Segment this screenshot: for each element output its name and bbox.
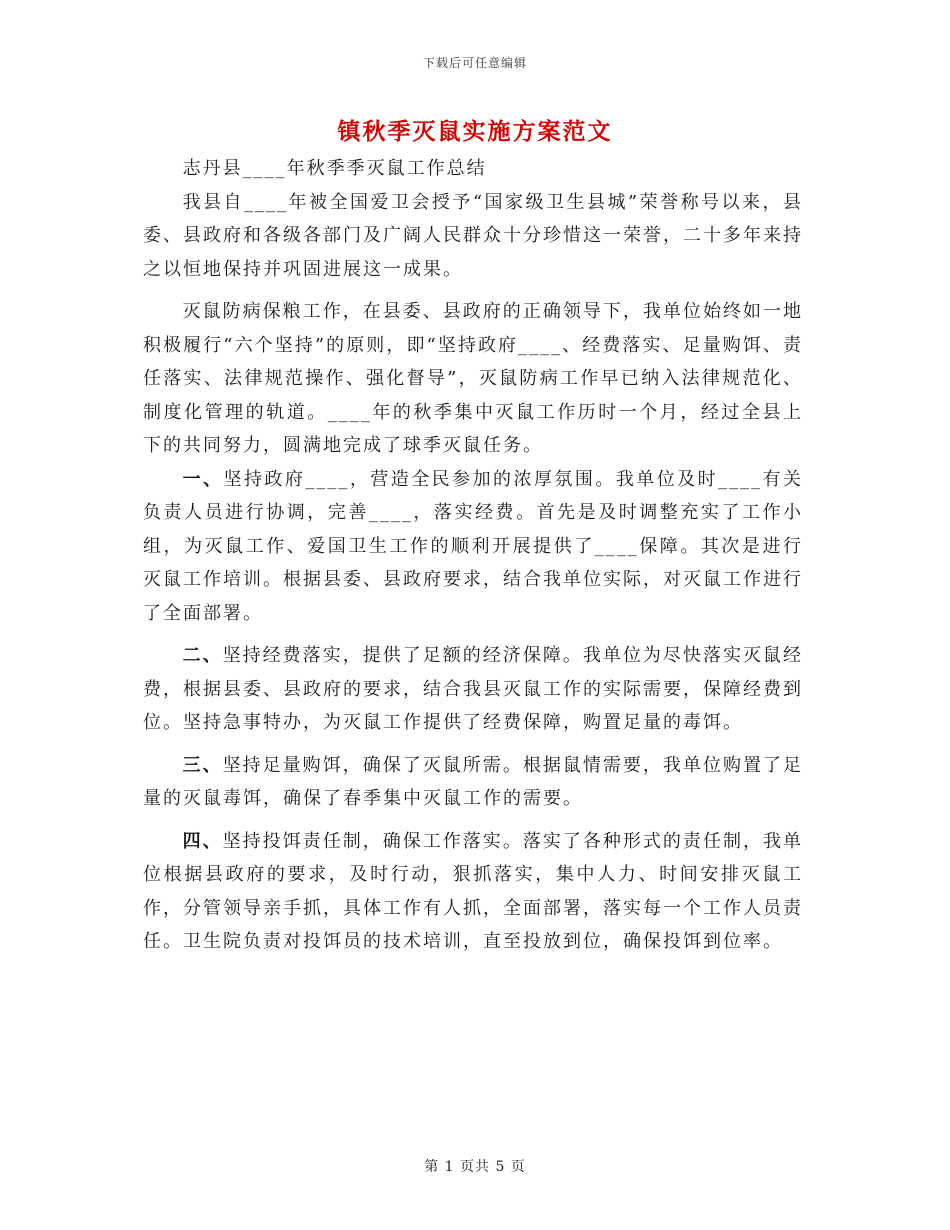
- document-body: [143, 152, 803, 959]
- header-note: 下载后可任意编辑: [422, 56, 527, 70]
- paragraph-section-4: [143, 825, 803, 959]
- section-number: 一、: [182, 468, 224, 490]
- paragraph-text: 坚持经费落实，提供了足额的经济保障。我单位为尽快落实灭鼠经费，根据县委、县政府的要求，结合我县灭鼠工作的实际需要，保障经费到位。坚持急事特办，为灭鼠工作提供了经费保障，购置足量的毒饵。: [143, 645, 804, 733]
- paragraph-text: 坚持政府____，营造全民参加的浓厚氛围。我单位及时____有关负责人员进行协调，完善____，落实经费。首先是及时调整充实了工作小组，为灭鼠工作、爱国卫生工作的顺利开展提供了____保障。其次是进行灭鼠工作培训。根据县委、县政府要求，结合我单位实际，对灭鼠工作进行了全面部署。: [143, 468, 804, 624]
- paragraph-section-3: [143, 749, 803, 816]
- paragraph-text: 我县自____年被全国爱卫会授予“国家级卫生县城”荣誉称号以来，县委、县政府和各级各部门及广阔人民群众十分珍惜这一荣誉，二十多年来持之以恒地保持并巩固进展这一成果。: [143, 191, 803, 280]
- paragraph-intro: [143, 186, 803, 287]
- paragraph-overview: [143, 295, 803, 463]
- paragraph-text: 坚持足量购饵，确保了灭鼠所需。根据鼠情需要，我单位购置了足量的灭鼠毒饵，确保了春季集中灭鼠工作的需要。: [143, 754, 804, 809]
- section-number: 二、: [182, 645, 223, 666]
- document-title: 镇秋季灭鼠实施方案范文: [337, 118, 613, 145]
- section-number: 四、: [182, 830, 223, 852]
- paragraph-text: 灭鼠防病保粮工作，在县委、县政府的正确领导下，我单位始终如一地积极履行“六个坚持”的原则，即“坚持政府____、经费落实、足量购饵、责任落实、法律规范操作、强化督导”，灭鼠防病工作早已纳入法律规范化、制度化管理的轨道。____年的秋季集中灭鼠工作历时一个月，经过全县上下的共同努力，圆满地完成了球季灭鼠任务。: [143, 301, 803, 456]
- page-number: 第 1 页共 5 页: [424, 1159, 526, 1175]
- section-number: 三、: [182, 754, 223, 776]
- paragraph-section-2: [143, 639, 803, 740]
- paragraph-text: 坚持投饵责任制，确保工作落实。落实了各种形式的责任制，我单位根据县政府的要求，及时行动，狠抓落实，集中人力、时间安排灭鼠工作，分管领导亲手抓，具体工作有人抓，全面部署，落实每一个工作人员责任。卫生院负责对投饵员的技术培训，直至投放到位，确保投饵到位率。: [143, 830, 804, 952]
- document-subtitle: 志丹县____年秋季季灭鼠工作总结: [182, 158, 487, 179]
- paragraph-section-1: [143, 463, 803, 631]
